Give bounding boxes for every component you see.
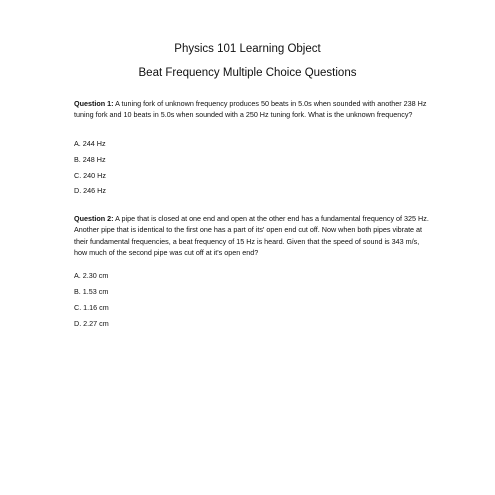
question-2-text: A pipe that is closed at one end and open at the other end has a fundamental frequency of 325 Hz. Another pipe that is identical to the first one has a part of its' open end cut off. Now when both pipes vibrate at their fundamental frequencies, a beat frequency of 15 Hz is heard. Given that the speed of sound is 343 m/s, how much of the second pipe was cut off at it's open end? (74, 214, 429, 258)
question-2-option-a: A. 2.30 cm (74, 271, 109, 280)
question-1-option-b: B. 248 Hz (74, 155, 106, 164)
question-2-label: Question 2: (74, 214, 114, 223)
question-2-option-b: B. 1.53 cm (74, 287, 109, 296)
question-2 (74, 213, 434, 259)
question-1-option-c: C. 240 Hz (74, 171, 106, 180)
question-2-option-c: C. 1.16 cm (74, 303, 109, 312)
document-subtitle: Beat Frequency Multiple Choice Questions (138, 67, 357, 79)
question-1-text: A tuning fork of unknown frequency produces 50 beats in 5.0s when sounded with another 238 Hz tuning fork and 10 beats in 5.0s when sounded with a 250 Hz tuning fork. What is the unknown frequency? (74, 99, 427, 120)
question-1-option-d: D. 246 Hz (74, 186, 106, 195)
question-2-option-d: D. 2.27 cm (74, 319, 109, 328)
question-1-option-a: A. 244 Hz (74, 139, 106, 148)
question-1-label: Question 1: (74, 99, 114, 108)
document-title: Physics 101 Learning Object (174, 43, 321, 55)
question-1 (74, 98, 434, 121)
